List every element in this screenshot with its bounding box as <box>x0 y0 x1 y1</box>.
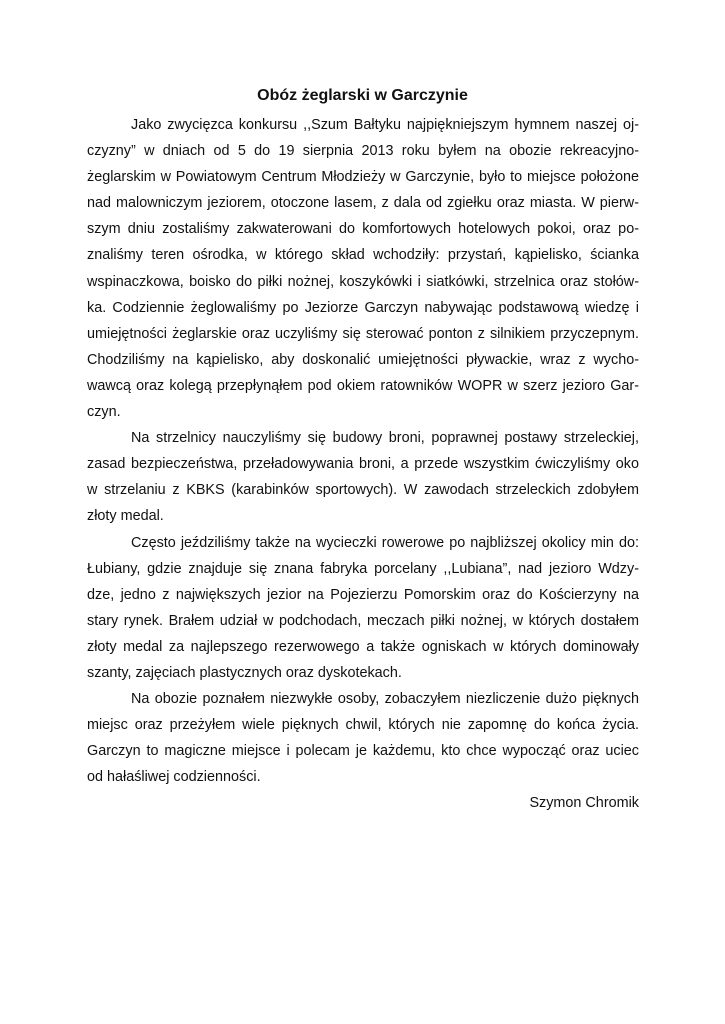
text-line: Na strzelnicy nauczyliśmy się budowy broni, poprawnej postawy strzeleckiej, <box>131 430 639 447</box>
text-line: Chodziliśmy na kąpielisko, aby doskonalić umiejętności pływackie, wraz z wycho- <box>87 351 639 368</box>
text-line: ka. Codziennie żeglowaliśmy po Jeziorze Garczyn nabywając podstawową wiedzę i <box>87 299 639 316</box>
text-line: żeglarskim w Powiatowym Centrum Młodzieży w Garczynie, było to miejsce położone <box>87 169 639 186</box>
text-line: zasad bezpieczeństwa, przeładowywania broni, a przede wszystkim ćwiczyliśmy oko <box>87 456 639 473</box>
text-line: szanty, zajęciach plastycznych oraz dyskotekach. <box>87 664 402 681</box>
document-title: Obóz żeglarski w Garczynie <box>257 87 468 104</box>
text-line: umiejętności żeglarskie oraz uczyliśmy się sterować ponton z silnikiem przyczepnym. <box>87 325 639 342</box>
text-line: Łubiany, gdzie znajduje się znana fabryka porcelany ,,Lubiana”, nad jezioro Wdzy- <box>87 560 639 577</box>
text-line: wawcą oraz kolegą przepłynąłem pod okiem ratowników WOPR w szerz jezioro Gar- <box>87 377 639 394</box>
text-line: czyzny” w dniach od 5 do 19 sierpnia 2013 roku byłem na obozie rekreacyjno- <box>87 143 639 160</box>
text-line: złoty medal. <box>87 508 164 525</box>
text-line: złoty medal za najlepszego rezerwowego a także ogniskach w których dominowały <box>87 638 639 655</box>
text-line: czyn. <box>87 404 121 421</box>
text-line: od hałaśliwej codzienności. <box>87 769 261 786</box>
signature: Szymon Chromik <box>529 795 639 812</box>
text-line: dze, jedno z największych jezior na Pojezierzu Pomorskim oraz do Kościerzyny na <box>87 586 639 603</box>
text-line: miejsc oraz przeżyłem wiele pięknych chwil, których nie zapomnę do końca życia. <box>87 717 639 734</box>
text-line: stary rynek. Brałem udział w podchodach, meczach piłki nożnej, w których dostałem <box>87 612 639 629</box>
text-line: Na obozie poznałem niezwykłe osoby, zobaczyłem niezliczenie dużo pięknych <box>131 691 639 708</box>
text-line: w strzelaniu z KBKS (karabinków sportowych). W zawodach strzeleckich zdobyłem <box>87 482 639 499</box>
text-line: szym dniu zostaliśmy zakwaterowani do komfortowych hotelowych pokoi, oraz po- <box>87 221 639 238</box>
document-body <box>87 112 639 817</box>
text-line: Często jeździliśmy także na wycieczki rowerowe po najbliższej okolicy min do: <box>131 534 639 551</box>
text-line: wspinaczkowa, boisko do piłki nożnej, koszykówki i siatkówki, strzelnica oraz stołów- <box>87 273 639 290</box>
text-line: Jako zwycięzca konkursu ,,Szum Bałtyku najpiękniejszym hymnem naszej oj- <box>131 117 639 133</box>
text-line: nad malowniczym jeziorem, otoczone lasem, z dala od zgiełku oraz miasta. W pierw- <box>87 195 639 212</box>
text-line: znaliśmy teren ośrodka, w którego skład wchodziły: przystań, kąpielisko, ścianka <box>87 247 639 264</box>
text-line: Garczyn to magiczne miejsce i polecam je każdemu, kto chce wypocząć oraz uciec <box>87 743 639 760</box>
